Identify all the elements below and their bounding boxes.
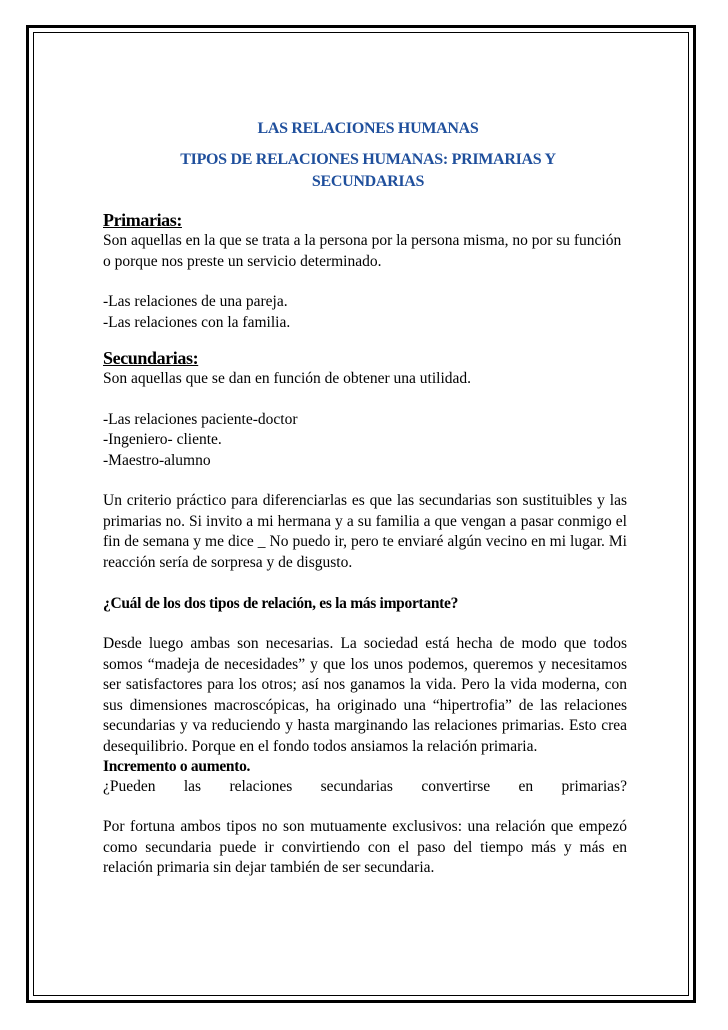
primarias-definition: Son aquellas en la que se trata a la persona por la persona misma, no por su función o porque nos preste un servicio determinado. — [103, 232, 622, 270]
convert-question-word: en — [518, 778, 534, 795]
document-title: LAS RELACIONES HUMANAS — [257, 120, 479, 137]
document-subtitle-line1: TIPOS DE RELACIONES HUMANAS: PRIMARIAS Y — [180, 151, 556, 168]
answer-paragraph: Desde luego ambas son necesarias. La sociedad está hecha de modo que todos somos “madeja de necesidades” y que los unos podemos, queremos y necesitamos ser satisfactores para los otros; así nos ganamos la vida. Pero la vida moderna, con sus dimensiones macroscópicas, ha originado una “hipertrofia” de las relaciones secundarias y va reduciendo y hasta marginando las relaciones primarias. Esto crea desequilibrio. Porque en el fondo todos ansiamos la relación primaria. — [103, 635, 627, 755]
convert-question — [103, 777, 627, 797]
convert-question-word: primarias? — [561, 778, 627, 795]
secundarias-example: -Maestro-alumno — [103, 451, 211, 469]
convert-question-word: las — [183, 778, 202, 795]
convert-question-word: ¿Pueden — [103, 778, 156, 795]
primarias-heading: Primarias: — [103, 210, 182, 230]
document-body — [103, 118, 627, 879]
convert-question-word: relaciones — [229, 778, 293, 795]
convert-question-word: secundarias — [320, 778, 393, 795]
secundarias-heading: Secundarias: — [103, 348, 199, 368]
secundarias-definition: Son aquellas que se dan en función de obtener una utilidad. — [103, 370, 472, 387]
criterio-paragraph: Un criterio práctico para diferenciarlas es que las secundarias son sustituibles y las primarias no. Si invito a mi hermana y a su familia a que vengan a pasar conmigo el fin de semana y me dice _ No puedo ir, pero te enviaré algún vecino en mi lugar. Mi reacción sería de sorpresa y de disgusto. — [103, 492, 627, 571]
document-subtitle-line2: SECUNDARIAS — [311, 173, 425, 190]
increment-label: Incremento o aumento. — [103, 758, 251, 775]
primarias-example: -Las relaciones con la familia. — [103, 313, 291, 331]
primarias-example: -Las relaciones de una pareja. — [103, 293, 288, 310]
importance-question: ¿Cuál de los dos tipos de relación, es la más importante? — [103, 595, 459, 612]
convert-question-word: convertirse — [421, 778, 491, 795]
secundarias-example: -Las relaciones paciente-doctor — [103, 410, 298, 428]
secundarias-example: -Ingeniero- cliente. — [103, 431, 222, 448]
final-paragraph: Por fortuna ambos tipos no son mutuamente exclusivos: una relación que empezó como secundaria puede ir convirtiendo con el paso del tiempo más y más en relación primaria sin dejar también de ser secundaria. — [103, 818, 627, 876]
